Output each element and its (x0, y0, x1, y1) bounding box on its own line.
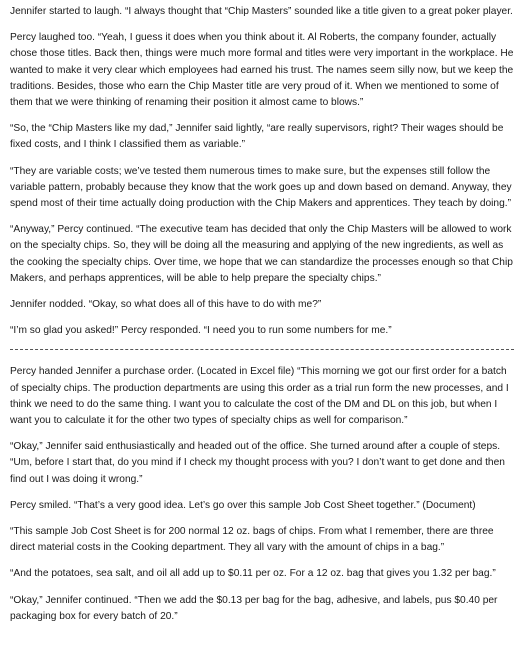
section-divider (10, 349, 514, 350)
paragraph: “And the potatoes, sea salt, and oil all add up to $0.11 per oz. For a 12 oz. bag that gives you 1.32 per bag.” (10, 568, 496, 580)
paragraph: Percy handed Jennifer a purchase order. (Located in Excel file) “This morning we got our first order for a batch of specialty chips. The production departments are using this order as a trial run form the new processes, and I think we need to do the same thing. I want you to calculate the cost of the DM and DL on this job, but when I want you to calculate it for the other two types of specialty chips as well for comparison.” (10, 366, 509, 427)
paragraph: “Okay,” Jennifer said enthusiastically and headed out of the office. She turned around after a couple of steps. “Um, before I start that, do you mind if I check my thought process with you? I don’t want to get done and then find out I was doing it wrong.” (10, 441, 505, 485)
paragraph: “They are variable costs; we’ve tested them numerous times to make sure, but the expenses still follow the variable pattern, probably because they know that the work goes up and down based on demand. Anyway, they spend most of their time actually doing production with the Chip Makers and apprentices. They teach by doing.” (10, 165, 512, 210)
paragraph: Percy laughed too. “Yeah, I guess it does when you think about it. Al Roberts, the company founder, actually chose those titles. Back then, things were much more formal and titles were very important in the workplace. He wanted to make it very clear which employees had earned his trust. The names seem silly now, but we keep the traditions. Besides, those who earn the Chip Master title are very proud of it. When we mentioned to some of them that we were thinking of renaming their position it almost came to blows.” (10, 32, 514, 109)
paragraph: “I’m so glad you asked!” Percy responded. “I need you to run some numbers for me.” (10, 325, 392, 337)
paragraph: “This sample Job Cost Sheet is for 200 normal 12 oz. bags of chips. From what I remember, there are three direct material costs in the Cooking department. They all vary with the amount of chips in a bag.” (10, 526, 494, 554)
paragraph: Jennifer nodded. “Okay, so what does all of this have to do with me?” (10, 299, 322, 311)
paragraph: “So, the “Chip Masters like my dad,” Jennifer said lightly, “are really supervisors, right? Their wages should be fixed costs, and I think I classified them as variable.” (10, 123, 504, 151)
paragraph: Jennifer started to laugh. “I always thought that “Chip Masters” sounded like a title given to a great poker player. (10, 6, 513, 17)
paragraph: “Okay,” Jennifer continued. “Then we add the $0.13 per bag for the bag, adhesive, and labels, pus $0.40 per packaging box for every batch of 20.” (10, 594, 498, 622)
paragraph: Percy smiled. “That’s a very good idea. Let’s go over this sample Job Cost Sheet together.” (Document) (10, 499, 476, 511)
paragraph: “Anyway,” Percy continued. “The executive team has decided that only the Chip Masters will be allowed to work on the specialty chips. So, they will be doing all the measuring and applying of the new ingredients, as well as the cooking the specialty chips. Over time, we hope that we can standardize the processes enough so that Chip Makers, and perhaps apprentices, will be able to help prepare the specialty chips.” (10, 224, 513, 284)
